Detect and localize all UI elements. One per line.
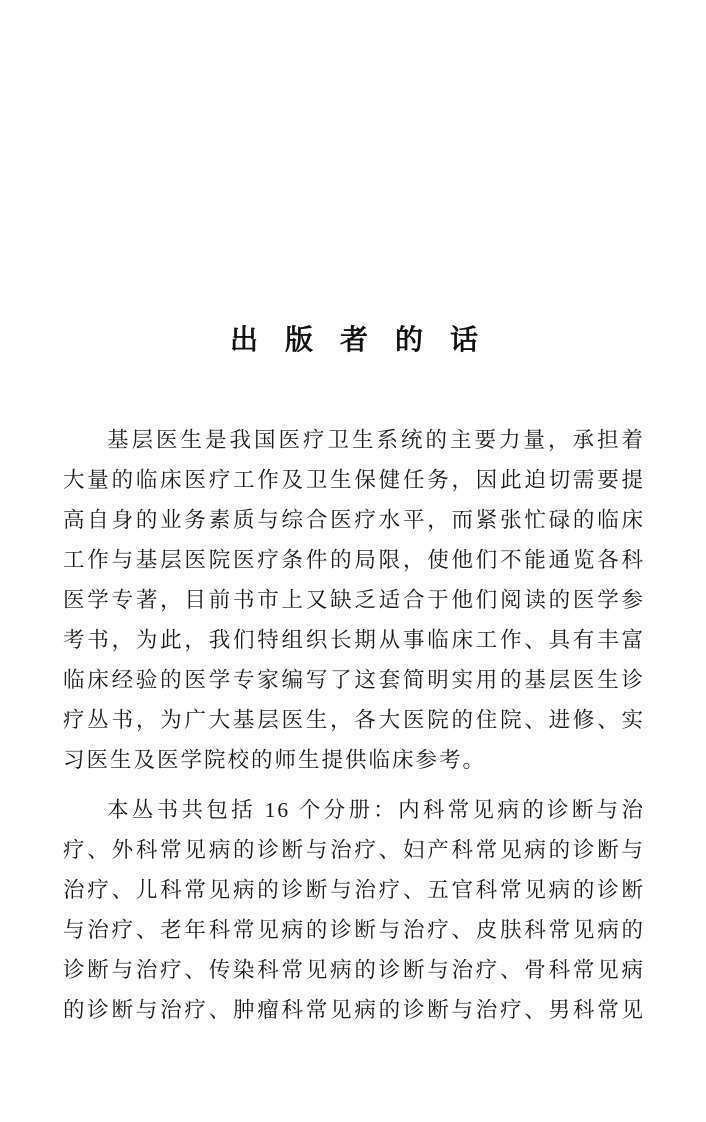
text-line: 本丛书共包括 16 个分册：内科常见病的诊断与治 bbox=[107, 798, 645, 822]
text-line: 诊断与治疗、传染科常见病的诊断与治疗、骨科常见病 bbox=[63, 958, 645, 982]
text-line: 的诊断与治疗、肿瘤科常见病的诊断与治疗、男科常见 bbox=[63, 998, 645, 1022]
page-title bbox=[63, 322, 645, 358]
text-line: 疗、外科常见病的诊断与治疗、妇产科常见病的诊断与 bbox=[63, 838, 645, 862]
text-line: 基层医生是我国医疗卫生系统的主要力量，承担着 bbox=[107, 428, 645, 452]
text-line: 与治疗、老年科常见病的诊断与治疗、皮肤科常见病的 bbox=[63, 918, 645, 942]
text-line: 疗丛书，为广大基层医生，各大医院的住院、进修、实 bbox=[63, 708, 645, 732]
text-line: 考书，为此，我们特组织长期从事临床工作、具有丰富 bbox=[63, 628, 645, 652]
text-line: 大量的临床医疗工作及卫生保健任务，因此迫切需要提 bbox=[63, 468, 645, 492]
page-title-text: 出版者的话 bbox=[229, 324, 505, 355]
text-line: 临床经验的医学专家编写了这套简明实用的基层医生诊 bbox=[63, 668, 645, 692]
text-line: 工作与基层医院医疗条件的局限，使他们不能通览各科 bbox=[63, 548, 645, 572]
text-line: 医学专著，目前书市上又缺乏适合于他们阅读的医学参 bbox=[63, 588, 645, 612]
text-line: 习医生及医学院校的师生提供临床参考。 bbox=[63, 748, 487, 772]
text-line: 高自身的业务素质与综合医疗水平，而紧张忙碌的临床 bbox=[63, 508, 645, 532]
page-body bbox=[63, 420, 645, 1030]
text-line: 治疗、儿科常见病的诊断与治疗、五官科常见病的诊断 bbox=[63, 878, 645, 902]
